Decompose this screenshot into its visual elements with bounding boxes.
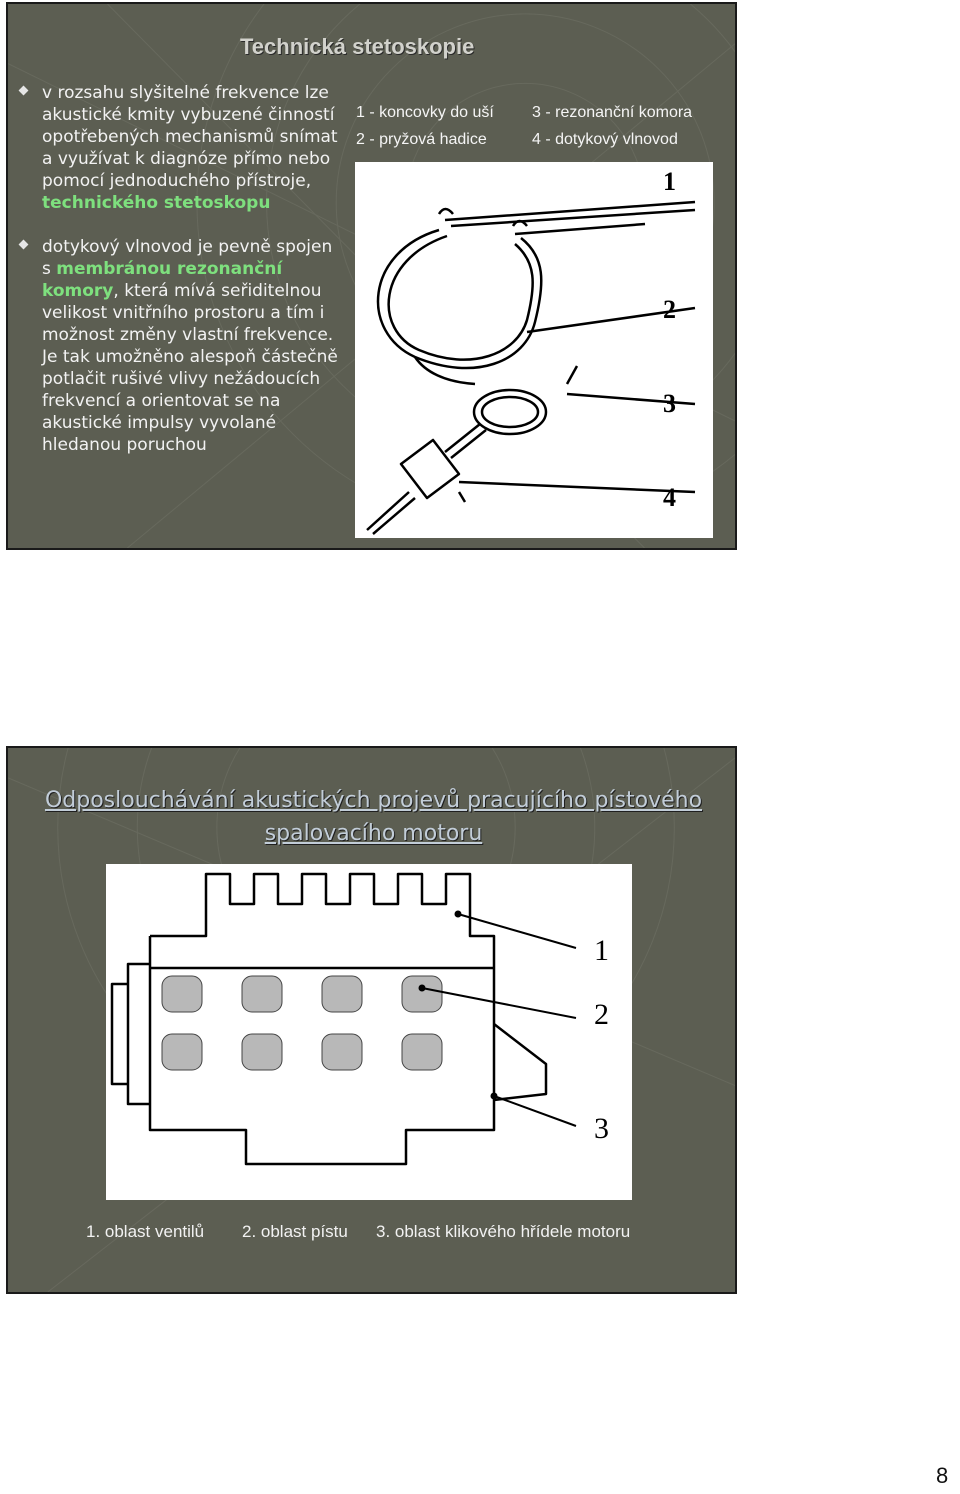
slide-title-text: Odposlouchávání akustických projevů pracujícího pístového spalovacího motoru	[44, 788, 703, 846]
stethoscope-figure	[355, 162, 713, 538]
diamond-bullet-icon	[19, 86, 29, 96]
legend-item-4: 4 - dotykový vlnovod	[532, 131, 678, 148]
slide-title	[8, 784, 737, 850]
figure-label-1: 1	[594, 934, 609, 967]
caption-piston-area: 2. oblast pístu	[242, 1222, 348, 1241]
figure-label-1: 1	[663, 167, 676, 196]
slide-title: Technická stetoskopie	[240, 34, 475, 59]
bullet-text-after: , která mívá seřiditelnou velikost vnitřního prostoru a tím i možnost změny vlastní frekvence. Je tak umožněno alespoň částečně potlačit rušivé vlivy nežádoucích frekvencí a orientovat se na akustické impulsy vyvolané hledanou poruchou	[42, 281, 338, 455]
caption-valve-area: 1. oblast ventilů	[86, 1222, 205, 1241]
figure-label-4: 4	[663, 483, 676, 512]
bullet-text: v rozsahu slyšitelné frekvence lze akustické kmity vybuzené činností opotřebených mechanismů snímat a využívat k diagnóze přímo nebo pomocí jednoduchého přístroje,	[42, 83, 338, 191]
page-number: 8	[936, 1463, 949, 1488]
bullet-audible-frequency	[16, 82, 346, 214]
legend-item-3: 3 - rezonanční komora	[532, 104, 693, 121]
figure-label-3: 3	[594, 1112, 609, 1145]
bullet-highlight: technického stetoskopu	[42, 193, 271, 213]
bullet-text-before: dotykový vlnovod je pevně spojen s	[42, 237, 333, 279]
figure-label-2: 2	[594, 998, 609, 1031]
engine-figure	[106, 864, 632, 1200]
bullet-contact-waveguide	[16, 236, 346, 456]
legend-item-1: 1 - koncovky do uší	[356, 104, 494, 121]
figure-label-3: 3	[663, 389, 676, 418]
legend-item-2: 2 - pryžová hadice	[356, 131, 487, 148]
bullet-list	[16, 82, 346, 478]
stethoscope-drawing	[355, 162, 713, 538]
bullet-highlight: membránou rezonanční komory	[42, 259, 283, 301]
engine-drawing	[106, 864, 632, 1200]
caption-crankshaft-area: 3. oblast klikového hřídele motoru	[376, 1222, 631, 1241]
slide-engine-listening	[6, 746, 737, 1294]
slide-technical-stethoscopy	[6, 2, 737, 550]
figure-label-2: 2	[663, 295, 676, 324]
diamond-bullet-icon	[19, 240, 29, 250]
